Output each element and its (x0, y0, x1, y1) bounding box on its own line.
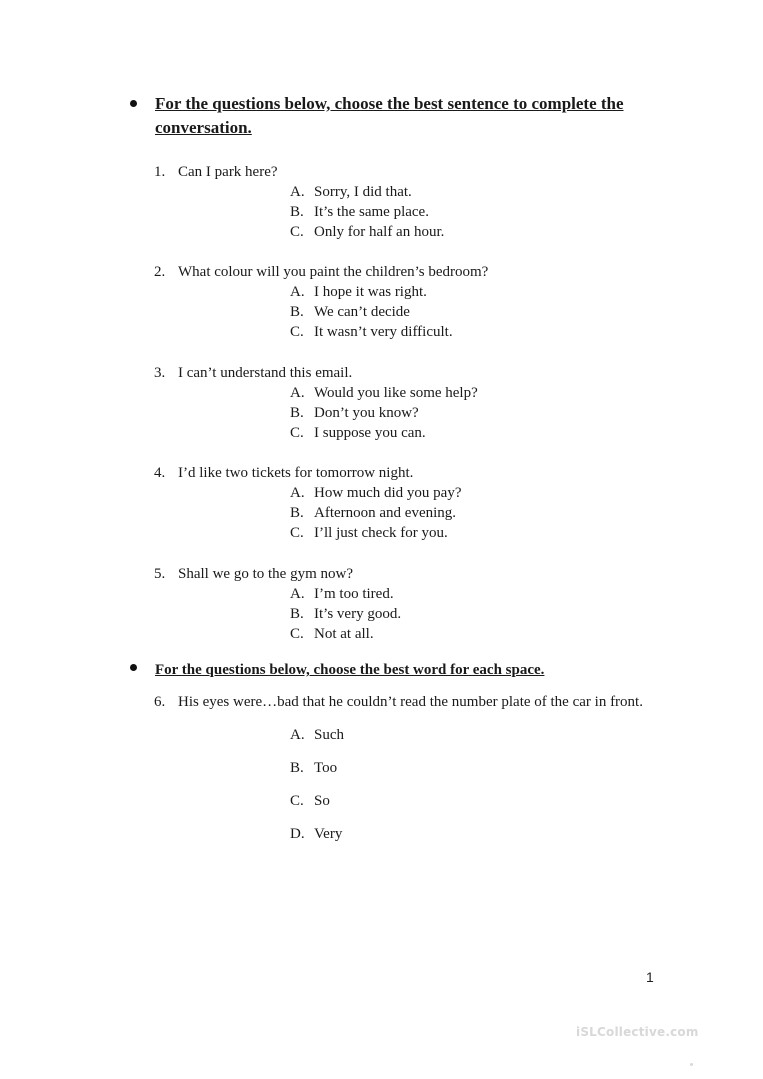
option-c: C. Not at all. (290, 626, 374, 642)
question-4 (154, 463, 413, 483)
option-a: A. Would you like some help? (290, 385, 478, 401)
question-text: I can’t understand this email. (178, 365, 353, 381)
watermark: iSLCollective.com (576, 1025, 699, 1039)
option-c: C. I suppose you can. (290, 425, 426, 441)
question-1 (154, 162, 278, 182)
question-1-options (290, 182, 444, 242)
question-number: 2. (154, 264, 166, 280)
question-5-options (290, 584, 401, 644)
question-number: 5. (154, 566, 166, 582)
option-a: A. How much did you pay? (290, 485, 462, 501)
option-d: D. Very (290, 826, 343, 842)
option-b: B. Too (290, 760, 338, 776)
section1-heading (130, 92, 650, 140)
question-2-options (290, 282, 453, 342)
question-number: 4. (154, 465, 166, 481)
option-a: A. I’m too tired. (290, 586, 394, 602)
bullet-icon (130, 664, 137, 671)
option-b: B. It’s the same place. (290, 204, 429, 220)
question-number: 1. (154, 164, 166, 180)
section1-heading-text: For the questions below, choose the best sentence to complete the conversation. (155, 94, 624, 137)
option-a: A. Such (290, 727, 344, 743)
question-2 (154, 262, 488, 282)
option-c: C. So (290, 793, 330, 809)
decorative-dot (690, 1063, 693, 1066)
section2-heading (130, 658, 650, 682)
question-3 (154, 363, 352, 383)
section2-heading-text: For the questions below, choose the best word for each space. (155, 662, 545, 678)
question-text: What colour will you paint the children’s bedroom? (178, 264, 489, 280)
question-6-options (290, 725, 344, 857)
bullet-icon (130, 100, 137, 107)
question-text: His eyes were…bad that he couldn’t read the number plate of the car in front. (178, 694, 643, 710)
question-4-options (290, 483, 461, 543)
option-b: B. It’s very good. (290, 606, 402, 622)
question-text: I’d like two tickets for tomorrow night. (178, 465, 414, 481)
option-c: C. I’ll just check for you. (290, 525, 448, 541)
option-b: B. Afternoon and evening. (290, 505, 457, 521)
question-text: Shall we go to the gym now? (178, 566, 353, 582)
question-6 (154, 692, 643, 712)
question-number: 6. (154, 694, 166, 710)
question-3-options (290, 383, 478, 443)
option-b: B. Don’t you know? (290, 405, 419, 421)
page-number: 1 (646, 969, 654, 985)
question-5 (154, 564, 353, 584)
option-a: A. I hope it was right. (290, 284, 427, 300)
option-c: C. Only for half an hour. (290, 224, 445, 240)
question-text: Can I park here? (178, 164, 278, 180)
option-a: A. Sorry, I did that. (290, 184, 412, 200)
option-b: B. We can’t decide (290, 304, 410, 320)
option-c: C. It wasn’t very difficult. (290, 324, 453, 340)
question-number: 3. (154, 365, 166, 381)
